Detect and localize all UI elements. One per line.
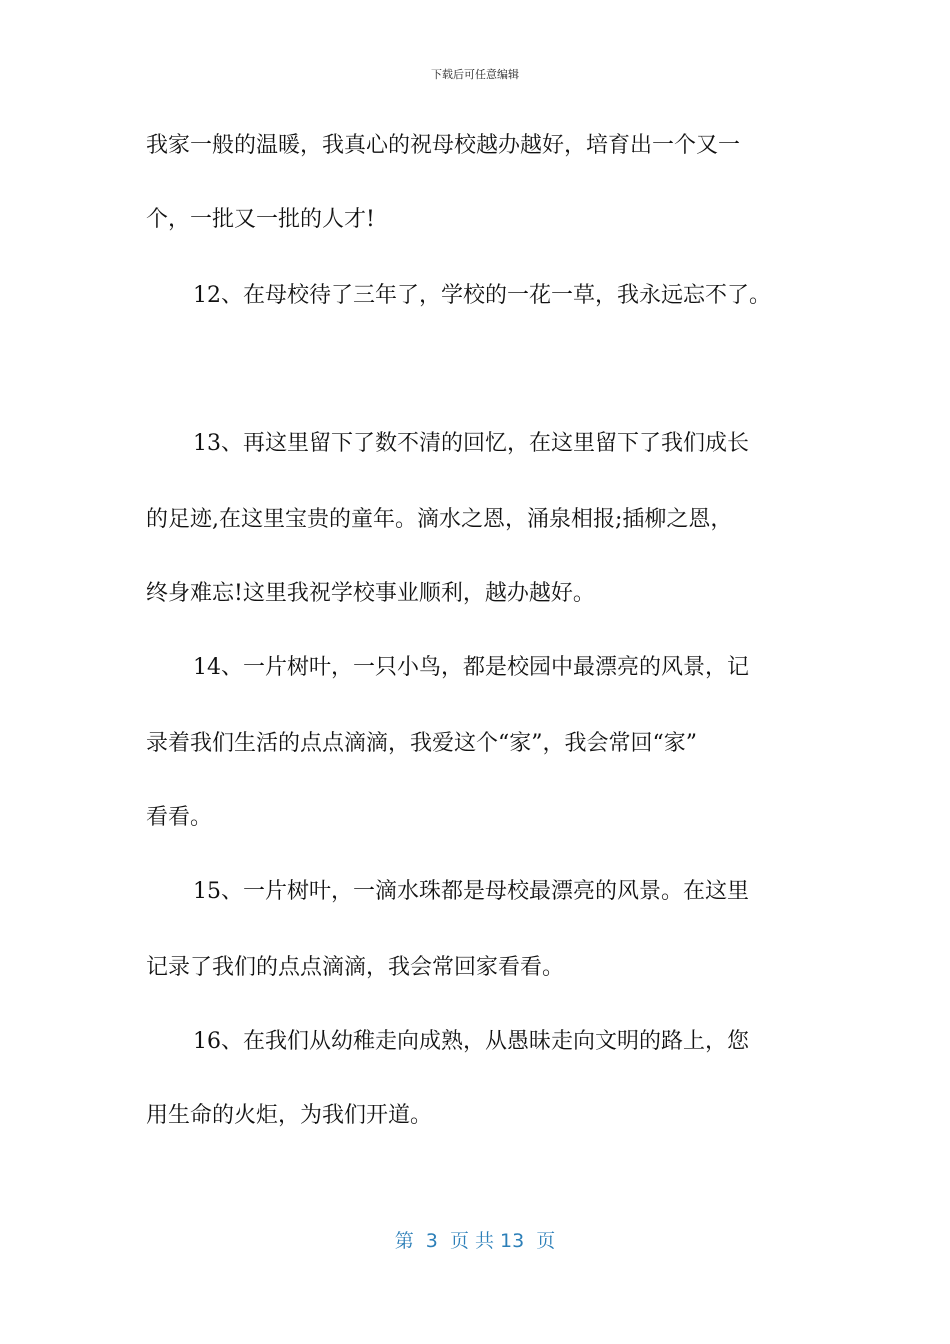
text-line: 15、一片树叶，一滴水珠都是母校最漂亮的风景。在这里	[193, 879, 749, 904]
text-line: 12、在母校待了三年了，学校的一花一草，我永远忘不了。	[193, 283, 771, 308]
page-number-footer: 第 3 页 共 13 页	[394, 1230, 556, 1252]
text-line: 看看。	[146, 805, 213, 830]
text-line: 记录了我们的点点滴滴，我会常回家看看。	[146, 955, 565, 980]
header-note: 下载后可任意编辑	[431, 68, 519, 81]
text-line: 我家一般的温暖，我真心的祝母校越办越好，培育出一个又一	[146, 133, 741, 158]
text-line: 终身难忘!这里我祝学校事业顺利，越办越好。	[146, 581, 595, 606]
text-line: 用生命的火炬，为我们开道。	[146, 1103, 433, 1128]
text-line: 13、再这里留下了数不清的回忆，在这里留下了我们成长	[193, 431, 749, 456]
text-line: 个，一批又一批的人才!	[146, 207, 375, 232]
text-line: 16、在我们从幼稚走向成熟，从愚昧走向文明的路上，您	[193, 1029, 749, 1054]
text-line: 14、一片树叶，一只小鸟，都是校园中最漂亮的风景，记	[193, 655, 749, 680]
text-line: 的足迹,在这里宝贵的童年。滴水之恩，涌泉相报;插柳之恩，	[146, 507, 733, 532]
text-line: 录着我们生活的点点滴滴，我爱这个“家”，我会常回“家”	[146, 731, 697, 756]
